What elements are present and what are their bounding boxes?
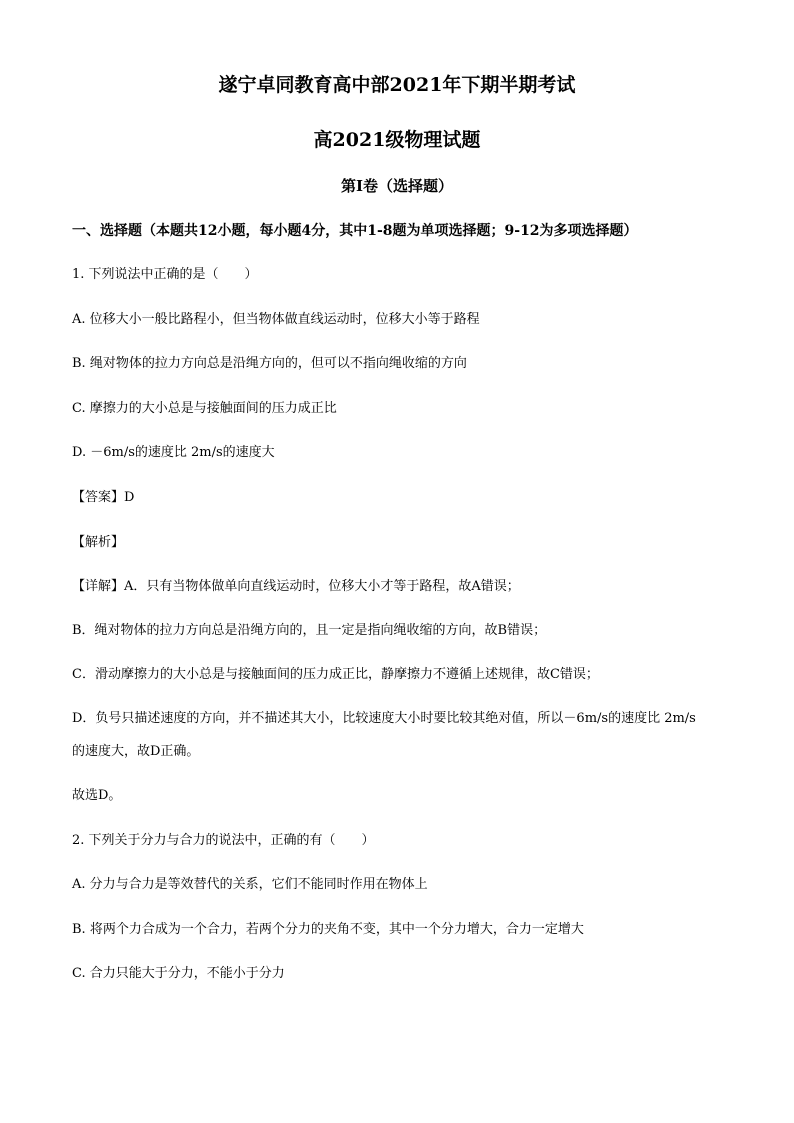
question-1-detail-b: B．绳对物体的拉力方向总是沿绳方向的，且一定是指向绳收缩的方向，故B错误； [72, 623, 547, 638]
question-1-detail-d: D．负号只描述速度的方向，并不描述其大小，比较速度大小时要比较其绝对值，所以－6m/s的速度比 2m/s [72, 711, 696, 726]
question-1-option-d: D. －6m/s的速度比 2m/s的速度大 [72, 445, 275, 460]
question-1-stem: 1. 下列说法中正确的是（ ） [72, 267, 258, 282]
question-1-detail-a: 【详解】A．只有当物体做单向直线运动时，位移大小才等于路程，故A错误； [72, 579, 520, 594]
question-1-analysis-label: 【解析】 [72, 535, 125, 550]
question-1-option-a: A. 位移大小一般比路程小，但当物体做直线运动时，位移大小等于路程 [72, 312, 480, 327]
question-1-option-b: B. 绳对物体的拉力方向总是沿绳方向的，但可以不指向绳收缩的方向 [72, 356, 467, 371]
section-heading: 一、选择题（本题共12小题，每小题4分，其中1-8题为单项选择题；9-12为多项选择题） [72, 223, 638, 239]
exam-title: 遂宁卓同教育高中部2021年下期半期考试 [218, 74, 576, 96]
question-1-conclusion: 故选D。 [72, 788, 122, 803]
question-1-detail-c: C．滑动摩擦力的大小总是与接触面间的压力成正比，静摩擦力不遵循上述规律，故C错误； [72, 667, 599, 682]
question-2-stem: 2. 下列关于分力与合力的说法中，正确的有（ ） [72, 833, 375, 848]
volume-title: 第I卷（选择题） [340, 177, 454, 195]
question-2-option-a: A. 分力与合力是等效替代的关系，它们不能同时作用在物体上 [72, 877, 428, 892]
question-2-option-c: C. 合力只能大于分力，不能小于分力 [72, 966, 285, 981]
question-1-option-c: C. 摩擦力的大小总是与接触面间的压力成正比 [72, 401, 337, 416]
exam-subtitle: 高2021级物理试题 [313, 129, 481, 151]
question-1-detail-d-cont: 的速度大，故D正确。 [72, 744, 200, 759]
question-1-answer: 【答案】D [72, 490, 135, 505]
question-2-option-b: B. 将两个力合成为一个合力，若两个分力的夹角不变，其中一个分力增大，合力一定增大 [72, 922, 584, 937]
